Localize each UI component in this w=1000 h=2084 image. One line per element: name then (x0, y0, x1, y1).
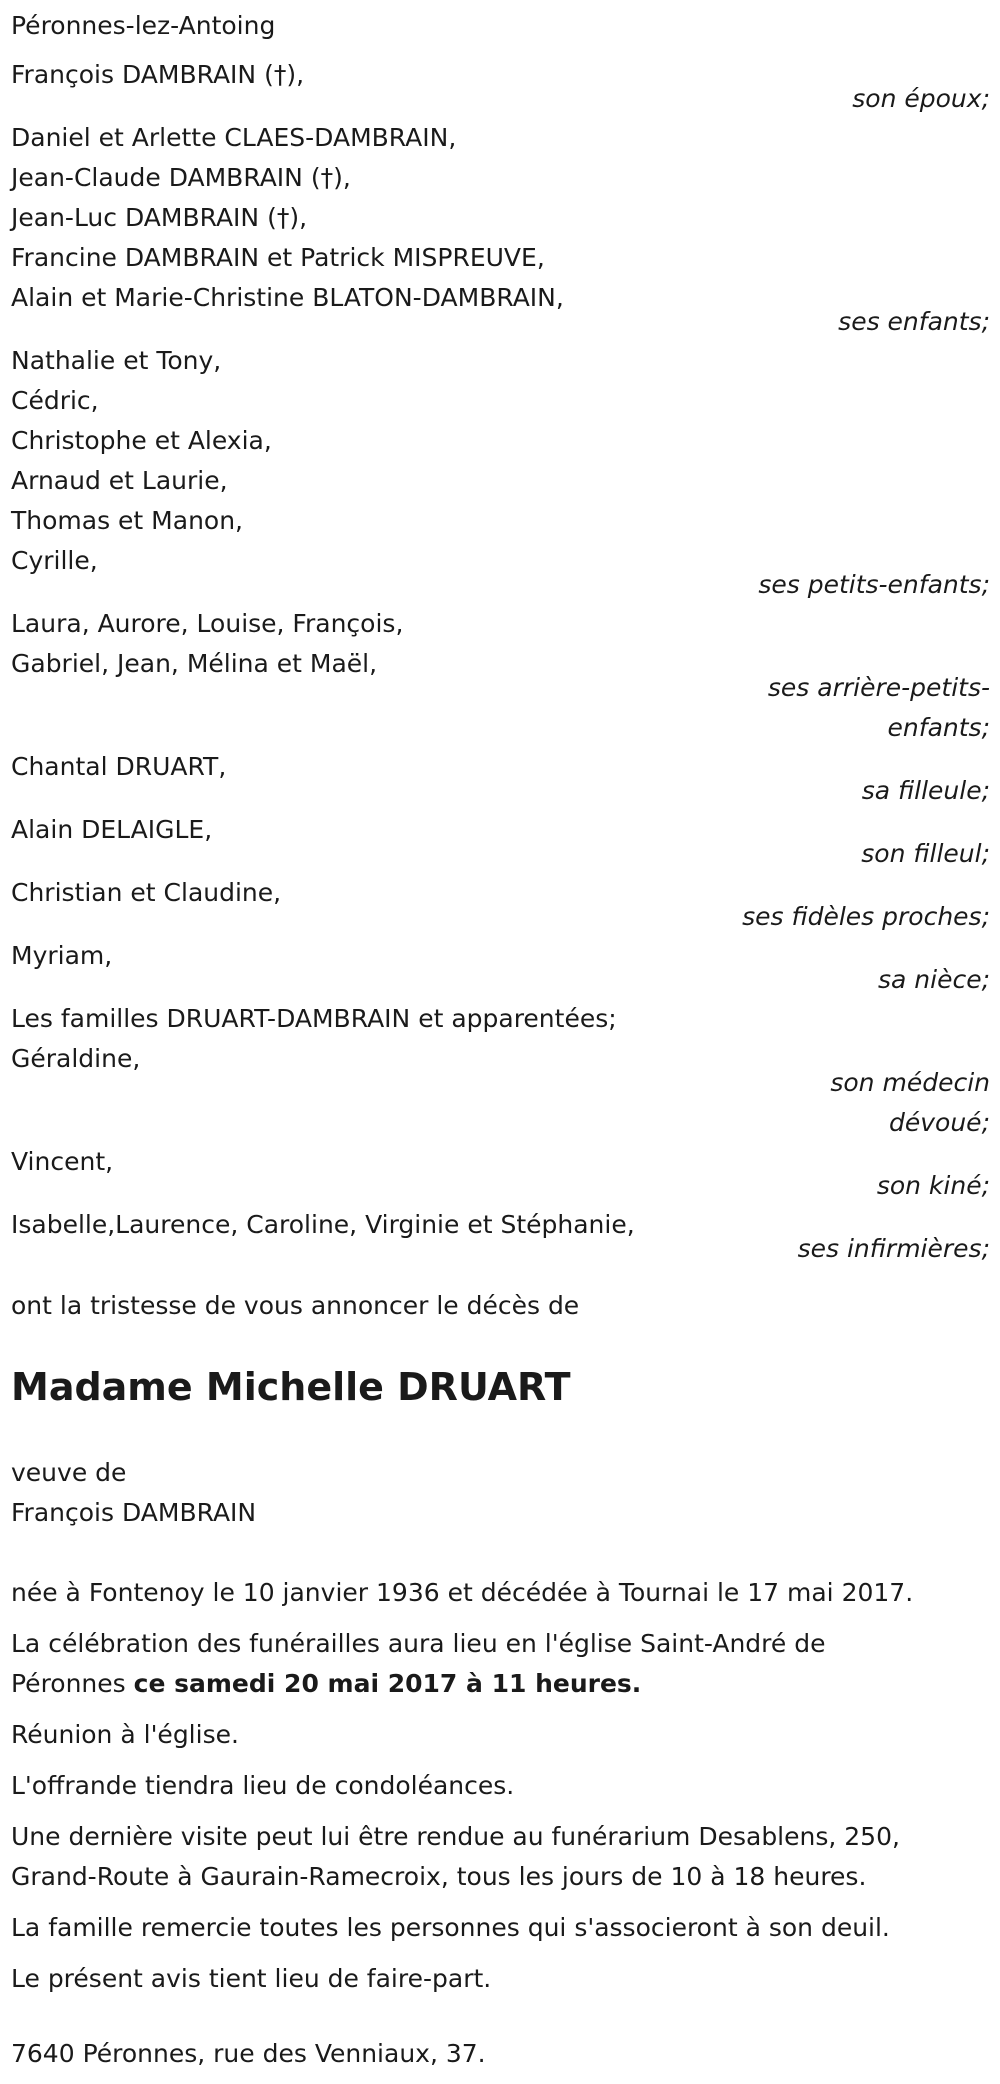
family-member: Isabelle,Laurence, Caroline, Virginie et Stéphanie, (11, 1210, 635, 1239)
relationship-label: enfants; (887, 713, 990, 742)
address-text: 7640 Péronnes, rue des Venniaux, 37. (11, 2039, 486, 2068)
family-member: Vincent, (11, 1147, 114, 1176)
widow-name: François DAMBRAIN (11, 1498, 257, 1527)
birth-death-text: née à Fontenoy le 10 janvier 1936 et décédée à Tournai le 17 mai 2017. (11, 1578, 914, 1607)
ceremony-text-line1: La célébration des funérailles aura lieu en l'église Saint-André de (11, 1629, 826, 1658)
relationship-label: son kiné; (876, 1171, 990, 1200)
widow-label: veuve de (11, 1458, 127, 1487)
reunion-text: Réunion à l'église. (11, 1720, 239, 1749)
relationship-label: son médecin (830, 1068, 990, 1097)
family-member: Christophe et Alexia, (11, 426, 272, 455)
relationship-label: ses petits-enfants; (758, 570, 990, 599)
thanks-text: La famille remercie toutes les personnes qui s'associeront à son deuil. (11, 1913, 890, 1942)
deceased-name: Madame Michelle DRUART (11, 1365, 571, 1409)
family-member: Laura, Aurore, Louise, François, (11, 609, 404, 638)
family-member: Gabriel, Jean, Mélina et Maël, (11, 649, 378, 678)
relationship-label: ses enfants; (838, 307, 990, 336)
relationship-label: ses fidèles proches; (742, 902, 990, 931)
place-heading: Péronnes-lez-Antoing (11, 11, 276, 40)
faire-part-text: Le présent avis tient lieu de faire-part. (11, 1964, 492, 1993)
family-member: Arnaud et Laurie, (11, 466, 228, 495)
relationship-label: sa filleule; (861, 776, 990, 805)
ceremony-text-line2 (11, 1664, 641, 1704)
relationship-label: ses arrière-petits- (767, 673, 990, 702)
family-member: Jean-Claude DAMBRAIN (†), (11, 163, 351, 192)
relationship-label: son époux; (852, 84, 990, 113)
offrande-text: L'offrande tiendra lieu de condoléances. (11, 1771, 515, 1800)
family-member: Jean-Luc DAMBRAIN (†), (11, 203, 308, 232)
family-member: Nathalie et Tony, (11, 346, 222, 375)
family-member: Francine DAMBRAIN et Patrick MISPREUVE, (11, 243, 545, 272)
family-member: Les familles DRUART-DAMBRAIN et apparentées; (11, 1004, 617, 1033)
relationship-label: ses infirmières; (797, 1234, 990, 1263)
relationship-label: sa nièce; (877, 965, 990, 994)
family-member: Chantal DRUART, (11, 752, 227, 781)
ceremony-date: ce samedi 20 mai 2017 à 11 heures. (133, 1669, 642, 1698)
family-member: Alain DELAIGLE, (11, 815, 213, 844)
announcement-text: ont la tristesse de vous annoncer le décès de (11, 1291, 580, 1320)
family-member: Christian et Claudine, (11, 878, 282, 907)
family-member: Daniel et Arlette CLAES-DAMBRAIN, (11, 123, 457, 152)
family-member: Thomas et Manon, (11, 506, 244, 535)
family-member: Géraldine, (11, 1044, 141, 1073)
ceremony-place: Péronnes (11, 1669, 134, 1698)
relationship-label: son filleul; (861, 839, 990, 868)
family-member: Cyrille, (11, 546, 98, 575)
visit-text-line1: Une dernière visite peut lui être rendue au funérarium Desablens, 250, (11, 1822, 900, 1851)
relationship-label: dévoué; (889, 1108, 990, 1137)
family-member: Myriam, (11, 941, 113, 970)
family-member: Alain et Marie-Christine BLATON-DAMBRAIN, (11, 283, 564, 312)
visit-text-line2: Grand-Route à Gaurain-Ramecroix, tous les jours de 10 à 18 heures. (11, 1862, 867, 1891)
family-member: François DAMBRAIN (†), (11, 60, 305, 89)
family-member: Cédric, (11, 386, 99, 415)
